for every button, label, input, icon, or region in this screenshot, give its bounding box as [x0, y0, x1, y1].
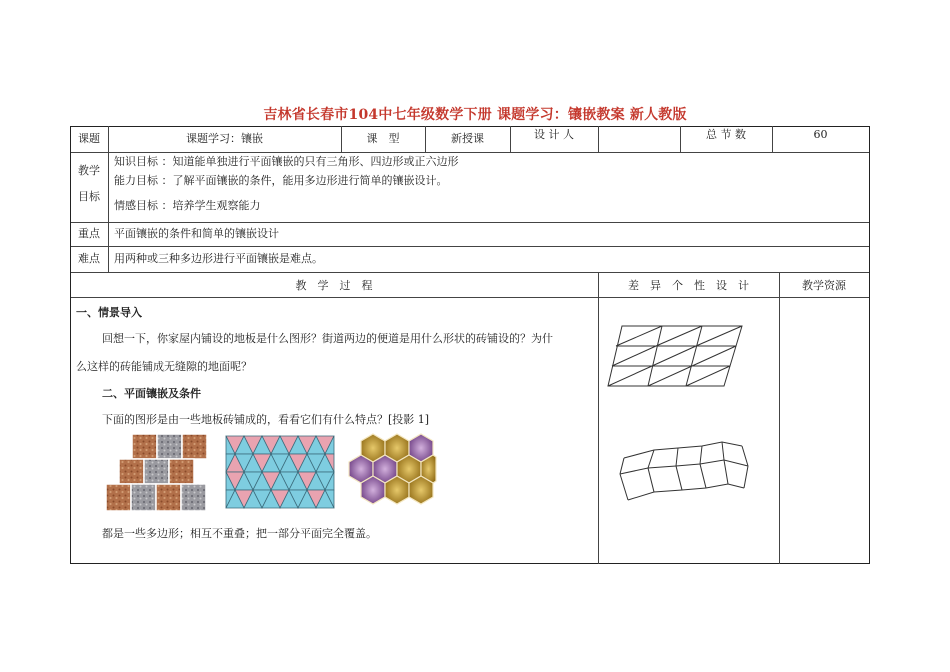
total-label: 总 节 数 [706, 128, 746, 141]
topic-label: 课题 [78, 132, 100, 145]
conclusion-text: 都是一些多边形；相互不重叠；把一部分平面完全覆盖。 [102, 527, 377, 540]
hexagon-tiling-image [352, 432, 436, 516]
key-point-label: 重点 [78, 227, 100, 240]
type-label: 课 型 [366, 132, 400, 145]
resources-header: 教学资源 [802, 279, 846, 292]
section1-title: 一、情景导入 [76, 306, 142, 319]
knowledge-goal: 知识目标 ：知道能单独进行平面镶嵌的只有三角形、四边形或正六边形 [114, 155, 459, 168]
process-header: 教 学 过 程 [295, 279, 373, 292]
section1-text-1: 回想一下，你家屋内铺设的地板是什么图形？街道两边的便道是用什么形状的砖铺设的？为什 [102, 332, 553, 345]
type-value: 新授课 [451, 132, 484, 145]
topic-value: 课题学习：镶嵌 [186, 132, 263, 145]
triangle-parallelogram-sketch [606, 322, 746, 388]
difficulty-text: 用两种或三种多边形进行平面镶嵌是难点。 [114, 252, 323, 265]
total-value: 60 [813, 128, 828, 141]
ability-goal: 能力目标 ：了解平面镶嵌的条件，能用多边形进行简单的镶嵌设计。 [114, 174, 448, 187]
section2-title: 二、平面镶嵌及条件 [102, 387, 201, 400]
key-point-text: 平面镶嵌的条件和简单的镶嵌设计 [114, 227, 279, 240]
triangle-tiling-image [226, 436, 334, 510]
brick-tiling-image [106, 434, 212, 512]
designer-label: 设 计 人 [534, 128, 574, 141]
section2-text: 下面的图形是由一些地板砖铺成的，看看它们有什么特点？[投影 1] [102, 413, 430, 426]
goals-label-2: 目标 [78, 190, 100, 203]
goals-label-1: 教学 [78, 164, 100, 177]
design-header: 差 异 个 性 设 计 [628, 279, 749, 292]
section1-text-2: 么这样的砖能铺成无缝隙的地面呢？ [76, 360, 252, 373]
difficulty-label: 难点 [78, 252, 100, 265]
emotion-goal: 情感目标 ：培养学生观察能力 [114, 199, 261, 212]
page-title: 吉林省长春市104中七年级数学下册 课题学习：镶嵌教案 新人教版 [263, 107, 687, 123]
quadrilateral-tiling-sketch [618, 440, 750, 506]
